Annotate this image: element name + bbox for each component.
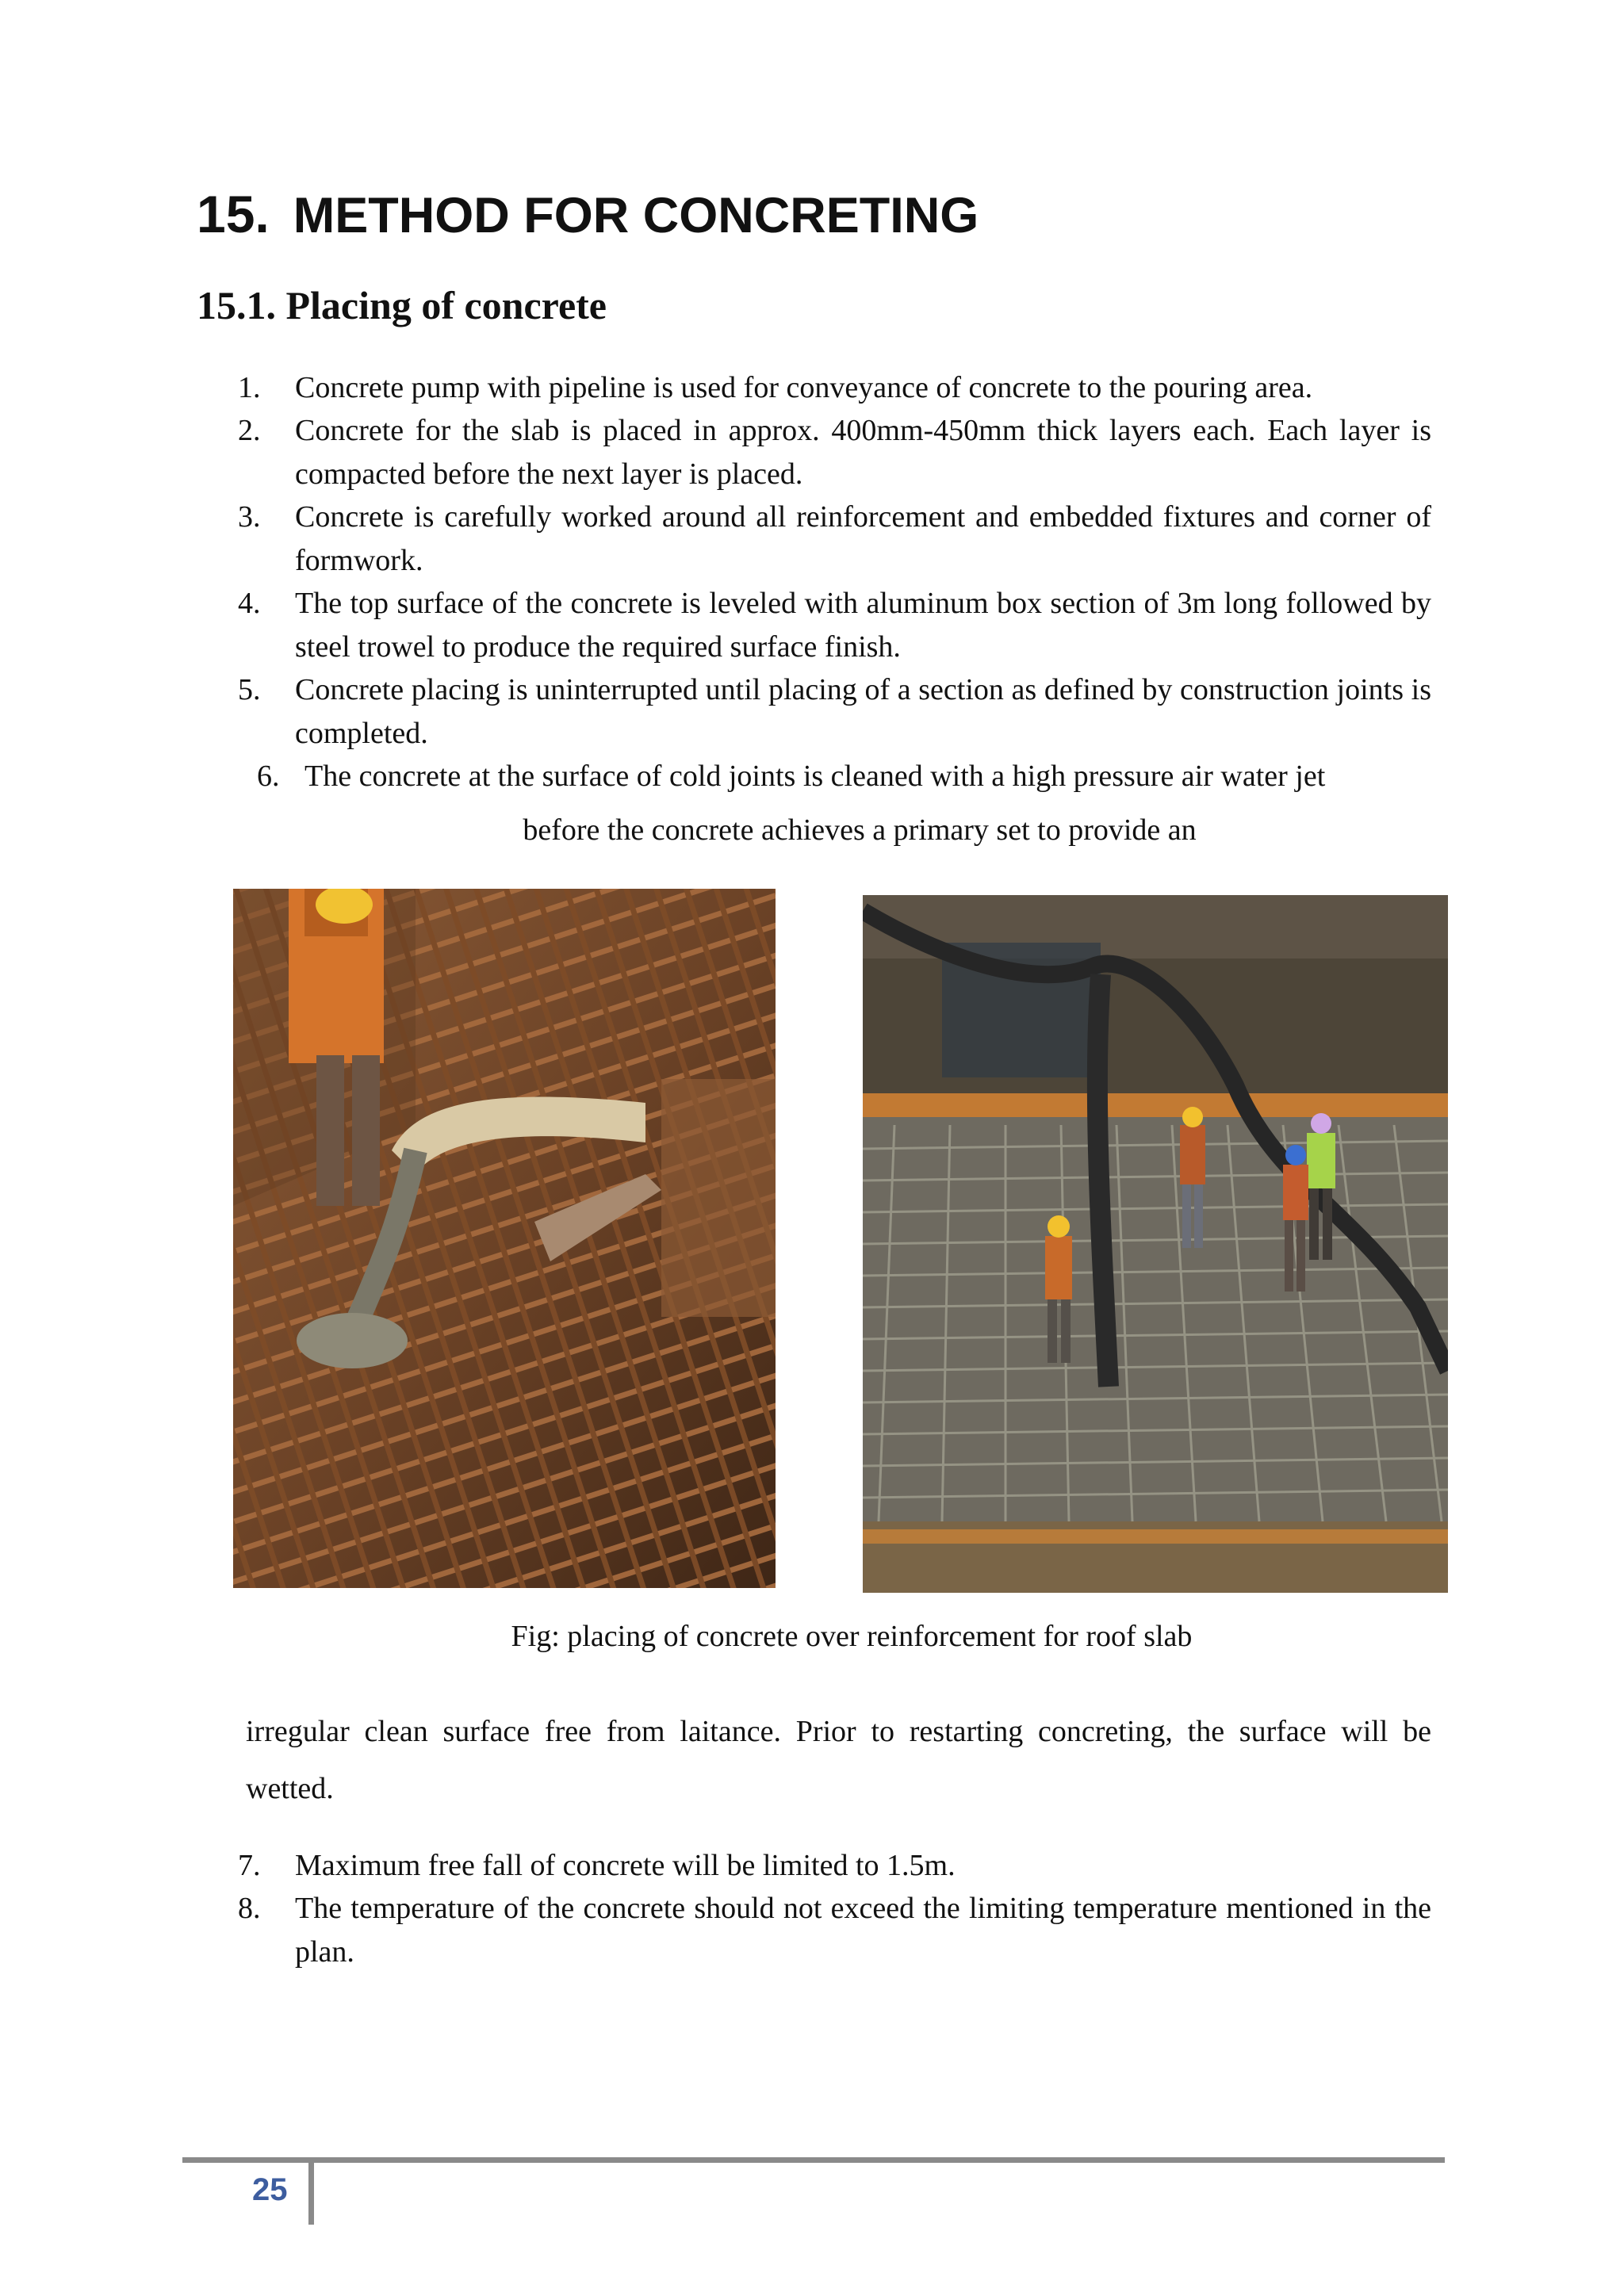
- section-title: METHOD FOR CONCRETING: [293, 188, 979, 243]
- continuation-paragraph: irregular clean surface free from laitance. Prior to restarting concreting, the surface will be wetted.: [246, 1715, 1431, 1805]
- list-item-text: Concrete is carefully worked around all reinforcement and embedded fixtures and corner of formwork.: [295, 500, 1431, 577]
- list-item-number: 5.: [238, 673, 261, 706]
- list-item-number: 6.: [257, 760, 280, 793]
- section-heading: [197, 184, 979, 244]
- list-item-text: Concrete pump with pipeline is used for conveyance of concrete to the pouring area.: [295, 371, 1313, 404]
- section-number: 15.: [197, 185, 270, 243]
- photo-workers-rebar-mat: [863, 895, 1448, 1593]
- list-item-text: Concrete for the slab is placed in approx. 400mm-450mm thick layers each. Each layer is compacted before the next layer is placed.: [295, 414, 1431, 491]
- photo-concrete-pour-rebar: [233, 889, 776, 1588]
- list-item-number: 1.: [238, 371, 261, 404]
- list-item-number: 8.: [238, 1892, 261, 1925]
- list-item-text: Maximum free fall of concrete will be limited to 1.5m.: [295, 1849, 956, 1882]
- subsection-heading: 15.1. Placing of concrete: [197, 283, 607, 327]
- list-item-continuation: before the concrete achieves a primary set to provide an: [523, 813, 1197, 847]
- list-item-number: 3.: [238, 500, 261, 534]
- footer-separator: [308, 2160, 314, 2225]
- list-item-number: 2.: [238, 414, 261, 447]
- list-item-text: The temperature of the concrete should not exceed the limiting temperature mentioned in the plan.: [295, 1892, 1431, 1969]
- footer-rule: [182, 2157, 1445, 2163]
- page-number: 25: [252, 2172, 288, 2207]
- list-item-number: 7.: [238, 1849, 261, 1882]
- list-item-number: 4.: [238, 587, 261, 620]
- figure-caption: Fig: placing of concrete over reinforcement for roof slab: [511, 1620, 1193, 1653]
- list-item-text: Concrete placing is uninterrupted until placing of a section as defined by construction joints is completed.: [295, 673, 1431, 750]
- list-item-text: The concrete at the surface of cold joints is cleaned with a high pressure air water jet: [304, 760, 1326, 793]
- list-item-text: The top surface of the concrete is leveled with aluminum box section of 3m long followed by steel trowel to produce the required surface finish.: [295, 587, 1431, 664]
